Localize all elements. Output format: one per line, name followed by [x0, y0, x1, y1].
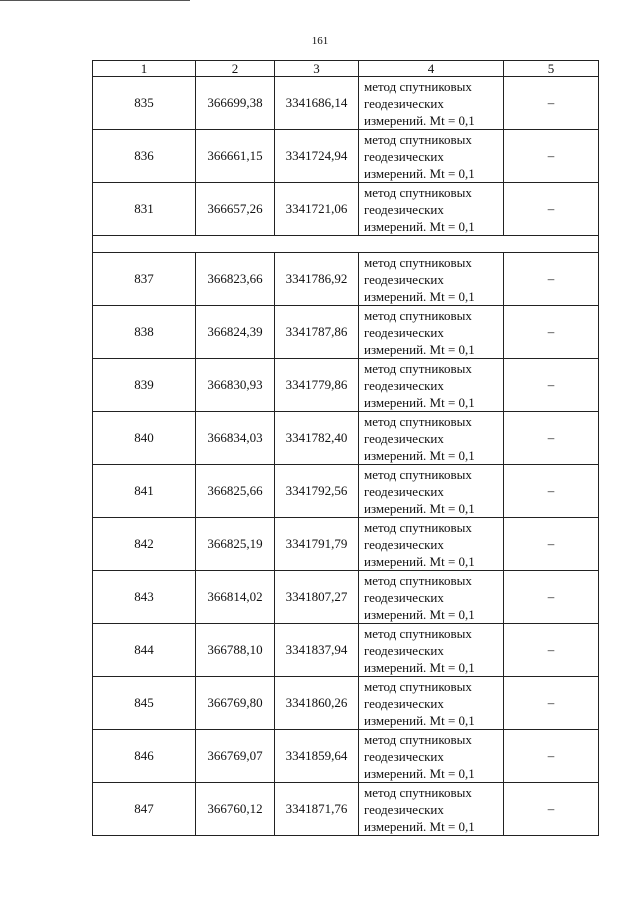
note-cell: –: [504, 130, 599, 183]
method-line: метод спутниковых: [364, 414, 472, 429]
method-line: метод спутниковых: [364, 573, 472, 588]
point-number-cell: 837: [93, 253, 196, 306]
separator-cell: [93, 236, 599, 253]
method-cell: [359, 183, 504, 236]
method-line: метод спутниковых: [364, 185, 472, 200]
note-cell: –: [504, 183, 599, 236]
method-line: измерений. Mt = 0,1: [364, 395, 475, 410]
note-cell: –: [504, 359, 599, 412]
table-row: [93, 183, 599, 236]
method-line: метод спутниковых: [364, 520, 472, 535]
x-coordinate-cell: 366657,26: [196, 183, 275, 236]
table-row: [93, 677, 599, 730]
y-coordinate-cell: 3341686,14: [275, 77, 359, 130]
point-number-cell: 839: [93, 359, 196, 412]
table-row: [93, 412, 599, 465]
header-row: [93, 61, 599, 77]
method-cell: [359, 412, 504, 465]
method-line: геодезических: [364, 537, 444, 552]
method-line: метод спутниковых: [364, 785, 472, 800]
column-header: 1: [93, 61, 196, 77]
method-line: геодезических: [364, 378, 444, 393]
point-number-cell: 841: [93, 465, 196, 518]
point-number-cell: 843: [93, 571, 196, 624]
method-line: геодезических: [364, 431, 444, 446]
method-line: измерений. Mt = 0,1: [364, 342, 475, 357]
point-number-cell: 846: [93, 730, 196, 783]
method-line: метод спутниковых: [364, 255, 472, 270]
method-line: измерений. Mt = 0,1: [364, 289, 475, 304]
note-cell: –: [504, 783, 599, 836]
note-cell: –: [504, 730, 599, 783]
table-row: [93, 571, 599, 624]
method-cell: [359, 677, 504, 730]
method-cell: [359, 77, 504, 130]
method-line: геодезических: [364, 272, 444, 287]
method-line: геодезических: [364, 749, 444, 764]
method-line: геодезических: [364, 96, 444, 111]
method-line: измерений. Mt = 0,1: [364, 219, 475, 234]
method-cell: [359, 306, 504, 359]
x-coordinate-cell: 366830,93: [196, 359, 275, 412]
method-cell: [359, 253, 504, 306]
method-cell: [359, 465, 504, 518]
column-header: 2: [196, 61, 275, 77]
note-cell: –: [504, 77, 599, 130]
method-line: геодезических: [364, 202, 444, 217]
table-row: [93, 253, 599, 306]
method-line: измерений. Mt = 0,1: [364, 166, 475, 181]
x-coordinate-cell: 366788,10: [196, 624, 275, 677]
x-coordinate-cell: 366769,07: [196, 730, 275, 783]
y-coordinate-cell: 3341721,06: [275, 183, 359, 236]
method-cell: [359, 571, 504, 624]
x-coordinate-cell: 366823,66: [196, 253, 275, 306]
note-cell: –: [504, 412, 599, 465]
y-coordinate-cell: 3341724,94: [275, 130, 359, 183]
method-line: метод спутниковых: [364, 679, 472, 694]
y-coordinate-cell: 3341807,27: [275, 571, 359, 624]
y-coordinate-cell: 3341792,56: [275, 465, 359, 518]
x-coordinate-cell: 366814,02: [196, 571, 275, 624]
method-cell: [359, 518, 504, 571]
method-line: геодезических: [364, 149, 444, 164]
method-line: измерений. Mt = 0,1: [364, 660, 475, 675]
table-body: [93, 77, 599, 836]
y-coordinate-cell: 3341860,26: [275, 677, 359, 730]
method-line: геодезических: [364, 696, 444, 711]
point-number-cell: 845: [93, 677, 196, 730]
note-cell: –: [504, 518, 599, 571]
table-row: [93, 130, 599, 183]
note-cell: –: [504, 465, 599, 518]
method-line: метод спутниковых: [364, 79, 472, 94]
note-cell: –: [504, 571, 599, 624]
method-cell: [359, 359, 504, 412]
method-line: измерений. Mt = 0,1: [364, 713, 475, 728]
method-line: метод спутниковых: [364, 626, 472, 641]
method-line: измерений. Mt = 0,1: [364, 554, 475, 569]
column-header: 4: [359, 61, 504, 77]
method-line: геодезических: [364, 325, 444, 340]
method-line: геодезических: [364, 643, 444, 658]
point-number-cell: 835: [93, 77, 196, 130]
table-row: [93, 465, 599, 518]
method-cell: [359, 730, 504, 783]
method-line: геодезических: [364, 484, 444, 499]
y-coordinate-cell: 3341779,86: [275, 359, 359, 412]
method-line: измерений. Mt = 0,1: [364, 766, 475, 781]
method-line: метод спутниковых: [364, 361, 472, 376]
method-cell: [359, 130, 504, 183]
table-row: [93, 77, 599, 130]
method-cell: [359, 783, 504, 836]
method-line: измерений. Mt = 0,1: [364, 819, 475, 834]
y-coordinate-cell: 3341859,64: [275, 730, 359, 783]
method-line: метод спутниковых: [364, 132, 472, 147]
table-row: [93, 730, 599, 783]
header-rule: [0, 0, 190, 1]
method-line: измерений. Mt = 0,1: [364, 607, 475, 622]
y-coordinate-cell: 3341786,92: [275, 253, 359, 306]
point-number-cell: 831: [93, 183, 196, 236]
method-line: метод спутниковых: [364, 467, 472, 482]
table-row: [93, 359, 599, 412]
method-line: измерений. Mt = 0,1: [364, 113, 475, 128]
point-number-cell: 847: [93, 783, 196, 836]
x-coordinate-cell: 366825,19: [196, 518, 275, 571]
page-number: 161: [311, 35, 329, 47]
point-number-cell: 842: [93, 518, 196, 571]
method-line: метод спутниковых: [364, 308, 472, 323]
table-row: [93, 624, 599, 677]
y-coordinate-cell: 3341782,40: [275, 412, 359, 465]
column-header: 5: [504, 61, 599, 77]
x-coordinate-cell: 366760,12: [196, 783, 275, 836]
y-coordinate-cell: 3341837,94: [275, 624, 359, 677]
column-header: 3: [275, 61, 359, 77]
method-line: метод спутниковых: [364, 732, 472, 747]
coordinates-table: [92, 60, 599, 836]
y-coordinate-cell: 3341791,79: [275, 518, 359, 571]
y-coordinate-cell: 3341787,86: [275, 306, 359, 359]
y-coordinate-cell: 3341871,76: [275, 783, 359, 836]
point-number-cell: 840: [93, 412, 196, 465]
table-row: [93, 306, 599, 359]
note-cell: –: [504, 677, 599, 730]
method-cell: [359, 624, 504, 677]
x-coordinate-cell: 366824,39: [196, 306, 275, 359]
point-number-cell: 836: [93, 130, 196, 183]
point-number-cell: 838: [93, 306, 196, 359]
method-line: измерений. Mt = 0,1: [364, 501, 475, 516]
method-line: геодезических: [364, 590, 444, 605]
table-row: [93, 518, 599, 571]
point-number-cell: 844: [93, 624, 196, 677]
x-coordinate-cell: 366769,80: [196, 677, 275, 730]
note-cell: –: [504, 306, 599, 359]
note-cell: –: [504, 624, 599, 677]
note-cell: –: [504, 253, 599, 306]
x-coordinate-cell: 366825,66: [196, 465, 275, 518]
method-line: измерений. Mt = 0,1: [364, 448, 475, 463]
method-line: геодезических: [364, 802, 444, 817]
x-coordinate-cell: 366699,38: [196, 77, 275, 130]
x-coordinate-cell: 366834,03: [196, 412, 275, 465]
x-coordinate-cell: 366661,15: [196, 130, 275, 183]
separator-row: [93, 236, 599, 253]
table-row: [93, 783, 599, 836]
